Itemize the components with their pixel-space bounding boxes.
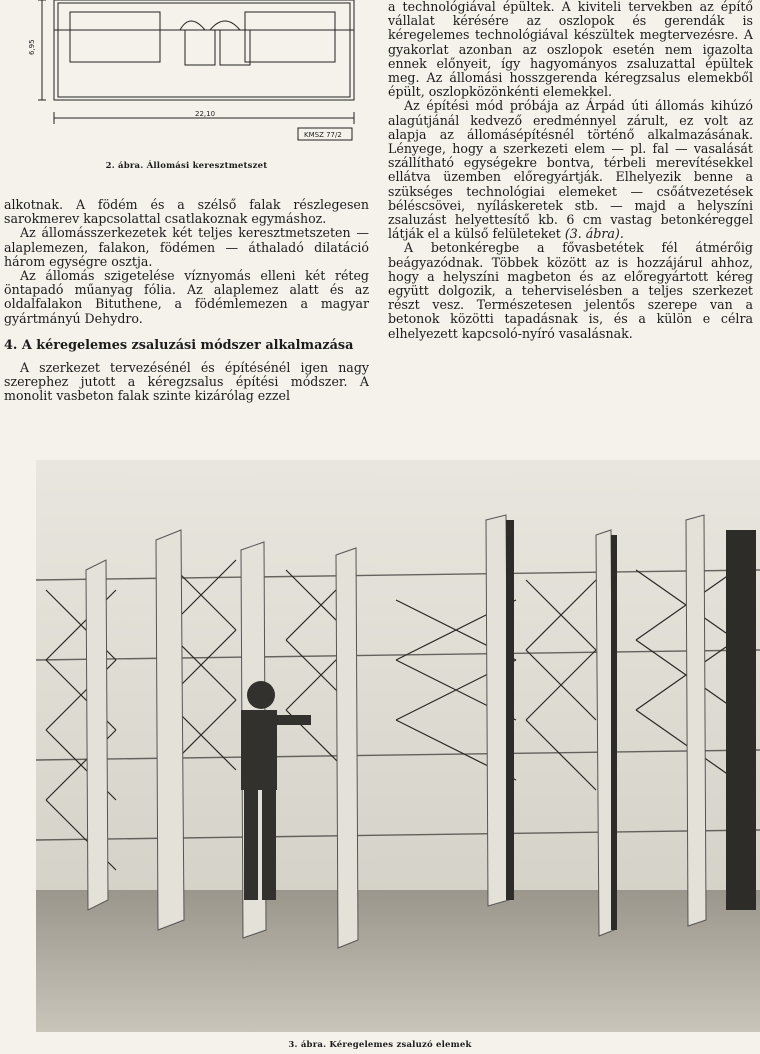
drawing-stamp: KMSZ 77/2 [304,131,342,139]
left-paragraph-2: Az állomásszerkezetek két teljes keresztmetszeten — alaplemezen, falakon, födémen — áthaladó dilatáció három egységre osztja. [4,225,369,269]
right-paragraph-3: A betonkéregbe a fővasbetétek fél átmérőig beágyazódnak. Többek között az is hozzájárul ahhoz, hogy a helyszíni magbeton és az előregyártott kéreg együtt dolgozik, a teherviselésben a teljes szerkezet részt vesz. Természetesen jelentős szerepe van a betonok közötti tapadásnak is, és a külön e célra elhelyezett kapcsoló-nyíró vasalásnak. [388,240,753,341]
right-paragraph-2 [388,99,753,241]
figure-3-reference: (3. ábra). [564,226,624,242]
height-dimension: 6,95 [28,39,36,55]
station-cross-section-drawing [30,0,365,150]
figure-2-diagram [30,0,365,150]
section-heading: 4. A kéregelemes zsaluzási módszer alkalmazása [4,337,354,353]
figure-2-caption: 2. ábra. Állomási keresztmetszet [105,161,268,171]
right-paragraph-2-text: Az építési mód próbája az Árpád úti állomás kihúzó alagútjánál kedvező eredménnyel zárult, ez volt az alapja az állomásépítésnél történő alkalmazásának. Lényege, hogy a szerkezeti elem — pl. fal — vasalását szállítható egységekre bontva, térbeli merevítésekkel ellátva üzemben előregyártják. Elhelyezik benne a szükséges technológiai elemeket — csőátvezetések béléscsövei, nyíláskeretek stb. — majd a helyszíni zsaluzást helyettesítő kb. 6 cm vastag betonkéreggel látják el a külső felületeket [388,98,753,242]
right-paragraph-1: a technológiával épültek. A kiviteli tervekben az építő vállalat kérésére az oszlopok és gerendák is kéregelemes technológiával készültek megtervezésre. A gyakorlat azonban az oszlopok esetén nem igazolta ennek előnyeit, így hagyományos zsaluzattal épültek meg. Az állomási hosszgerenda kéregzsalus elemekből épült, oszlopközönkénti elemekkel. [388,0,753,100]
left-paragraph-4: A szerkezet tervezésénél és építésénél igen nagy szerephez jutott a kéregzsalus építési módszer. A monolit vasbeton falak szinte kizárólag ezzel [4,359,369,404]
formwork-elements-photo [36,460,760,1032]
left-paragraph-1: alkotnak. A födém és a szélső falak részlegesen sarokmerev kapcsolattal csatlakoznak egymáshoz. [4,197,369,227]
left-paragraph-3: Az állomás szigetelése víznyomás elleni két réteg öntapadó műanyag fólia. Az alaplemez alatt és az oldalfalakon Bituthene, a födémlemezen a magyar gyártmányú Dehydro. [4,268,369,326]
figure-3-caption: 3. ábra. Kéregelemes zsaluzó elemek [288,1040,472,1050]
figure-3-photo [36,460,760,1032]
width-dimension: 22,10 [195,110,216,118]
